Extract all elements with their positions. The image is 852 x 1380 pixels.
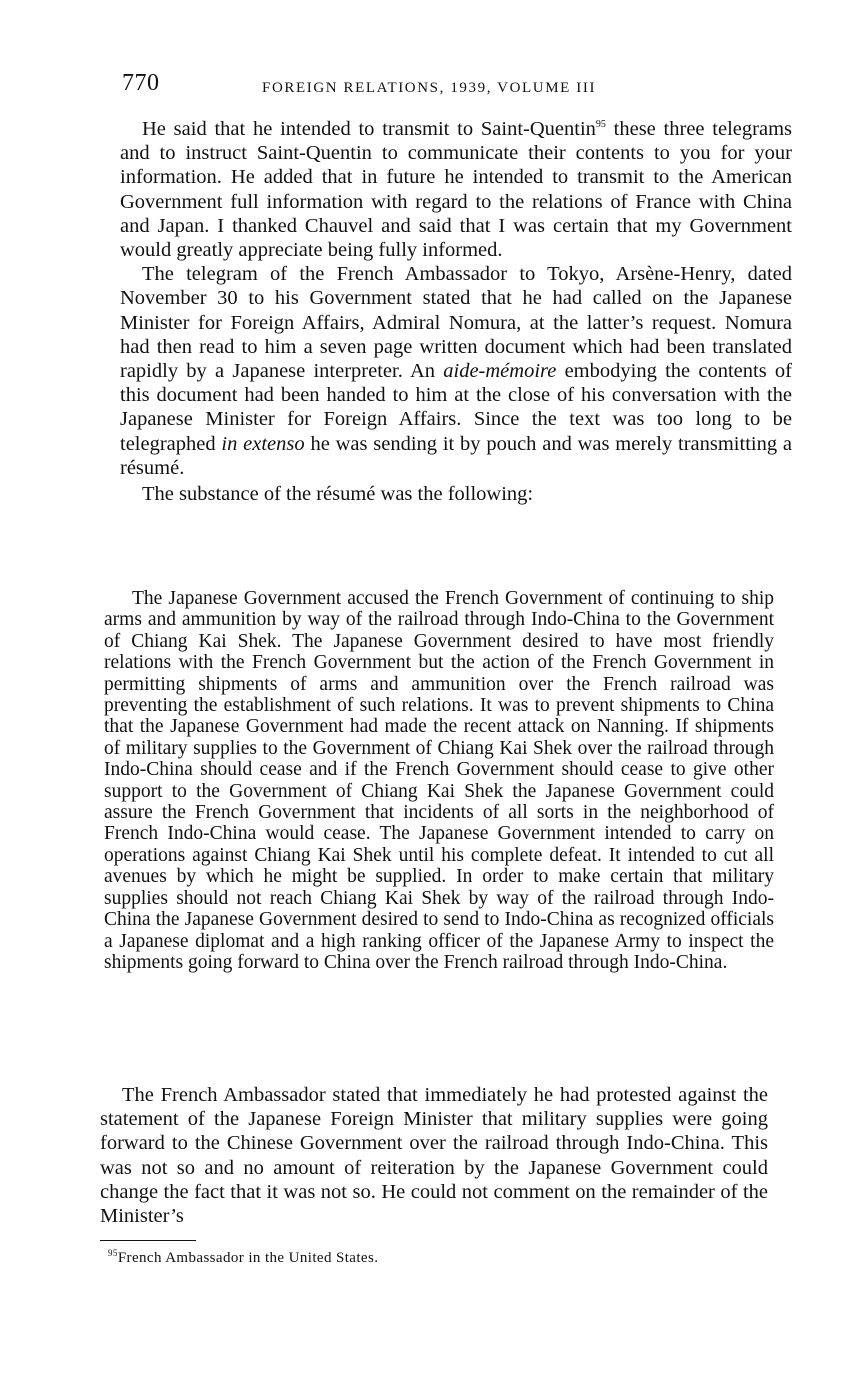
body-text-bottom — [100, 1083, 768, 1228]
paragraph-1 — [120, 117, 792, 262]
paragraph-3: The substance of the résumé was the following: — [142, 483, 534, 506]
footnote-mark: 95 — [108, 1248, 118, 1258]
footnote-text: French Ambassador in the United States. — [117, 1250, 379, 1266]
quoted-summary-text: The Japanese Government accused the French Government of continuing to ship arms and ammunition by way of the railroad through Indo-China to the Government of Chiang Kai Shek. The Japanese Government desired to have most friendly relations with the French Government but the action of the French Government in permitting shipments of arms and ammunition over the French railroad was preventing the establishment of such relations. It was to prevent shipments to China that the Japanese Government had made the recent attack on Nanning. If shipments of military supplies to the Government of Chiang Kai Shek over the railroad through Indo-China should cease and if the French Government should cease to give other support to the Government of Chiang Kai Shek the Japanese Government could assure the French Government that incidents of all sorts in the neighborhood of French Indo-China would cease. The Japanese Government intended to carry on operations against Chiang Kai Shek until his complete defeat. It intended to cut all avenues by which he might be supplied. In order to make certain that military supplies should not reach Chiang Kai Shek by way of the railroad through Indo-China the Japanese Government desired to send to Indo-China as recognized officials a Japanese diplomat and a high ranking officer of the Japanese Army to inspect the shipments going forward to China over the French railroad through Indo-China. — [104, 588, 774, 973]
quoted-summary — [104, 588, 774, 973]
running-head: FOREIGN RELATIONS, 1939, VOLUME III — [262, 80, 597, 96]
page-header — [122, 70, 772, 100]
footnote-divider — [100, 1240, 196, 1241]
paragraph-4: The French Ambassador stated that immediately he had protested against the statement of the Japanese Foreign Minister that military supplies were going forward to the Chinese Government over the railroad through Indo-China. This was not so and no amount of reiteration by the Japanese Government could change the fact that it was not so. He could not comment on the remainder of the Minister’s — [100, 1084, 768, 1228]
paragraph-2 — [120, 262, 792, 480]
paragraph-2-italic-aide-memoire: aide-mémoire — [443, 360, 557, 383]
paragraph-2-text-c: he was sending it by pouch and was merely transmitting a résumé. — [120, 432, 792, 479]
paragraph-1-text-a: He said that he intended to transmit to Saint-Quentin — [142, 118, 596, 140]
paragraph-2-italic-in-extenso: in extenso — [221, 432, 305, 455]
paragraph-1-text-b: these three telegrams and to instruct Saint-Quentin to communicate their contents to you for your information. He added that in future he intended to transmit to the American Government full information with regard to the relations of France with China and Japan. I thanked Chauvel and said that I was certain that my Government would greatly appreciate being fully informed. — [120, 118, 792, 262]
body-text-top — [120, 117, 792, 506]
page-number: 770 — [122, 70, 160, 96]
paragraph-2-text-b: embodying the contents of this document had been handed to him at the close of his conversation with the Japanese Minister for Foreign Affairs. Since the text was too long to be telegraphed — [120, 360, 792, 455]
paragraph-2-text-a: The telegram of the French Ambassador to Tokyo, Arsène-Henry, dated November 30 to his Government stated that he had called on the Japanese Minister for Foreign Affairs, Admiral Nomura, at the latter’s request. Nomura had then read to him a seven page written document which had been translated rapidly by a Japanese interpreter. An — [120, 263, 792, 383]
footnote-ref-95: 95 — [595, 119, 606, 131]
footnote-95 — [108, 1250, 378, 1267]
